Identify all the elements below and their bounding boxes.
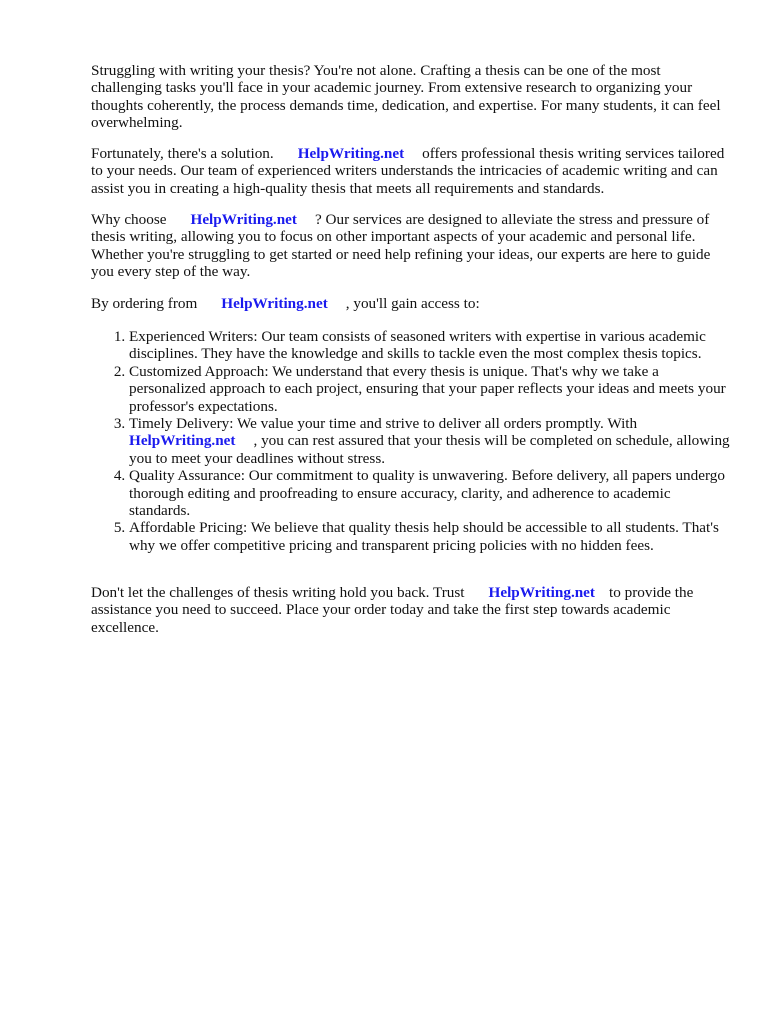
closing-paragraph [91,584,731,636]
closing-text-after: to provide the assistance you need to succeed. Place your order today and take the first step towards academic excellence. [91,584,694,636]
list-item [129,467,731,519]
why-choose-paragraph [91,211,731,281]
list-item [129,519,731,554]
intro-paragraph [91,62,731,132]
helpwriting-link[interactable]: HelpWriting.net [190,211,297,228]
helpwriting-link[interactable]: HelpWriting.net [297,145,405,162]
solution-text-after: offers professional thesis writing services tailored to your needs. Our team of experienced writers understands the intricacies of academic writing and can assist you in creating a high-quality thesis that meets all requirements and standards. [91,145,725,197]
list-item [129,328,731,363]
list-item-text: Experienced Writers: Our team consists of seasoned writers with expertise in various academic disciplines. They have the knowledge and skills to tackle even the most complex thesis topics. [129,328,706,363]
intro-text: Struggling with writing your thesis? You're not alone. Crafting a thesis can be one of the most challenging tasks you'll face in your academic journey. From extensive research to organizing your thoughts coherently, the process demands time, dedication, and expertise. For many students, it can feel overwhelming. [91,62,721,132]
helpwriting-link[interactable]: HelpWriting.net [488,584,595,601]
ordering-text-before: By ordering from [91,295,198,312]
closing-text-before: Don't let the challenges of thesis writing hold you back. Trust [91,584,465,601]
list-item-text: Affordable Pricing: We believe that quality thesis help should be accessible to all students. That's why we offer competitive pricing and transparent pricing policies with no hidden fees. [129,519,719,554]
list-item-text: Timely Delivery: We value your time and strive to deliver all orders promptly. With [129,415,638,433]
helpwriting-link[interactable]: HelpWriting.net [221,295,328,312]
ordering-text-after: , you'll gain access to: [345,295,480,312]
helpwriting-link[interactable]: HelpWriting.net [129,432,236,450]
list-item-text: Quality Assurance: Our commitment to quality is unwavering. Before delivery, all papers undergo thorough editing and proofreading to ensure accuracy, clarity, and adherence to academic standards. [129,467,725,520]
list-item-text: Customized Approach: We understand that every thesis is unique. That's why we take a personalized approach to each project, ensuring that your paper reflects your ideas and meets your professor's expectations. [129,362,726,415]
solution-paragraph [91,145,731,197]
why-choose-text-before: Why choose [91,211,167,228]
solution-text-before: Fortunately, there's a solution. [91,145,274,162]
list-item [129,415,731,467]
benefits-list [91,328,731,554]
ordering-paragraph [91,295,731,312]
list-item [129,363,731,415]
why-choose-text-after: ? Our services are designed to alleviate the stress and pressure of thesis writing, allowing you to focus on other important aspects of your academic and personal life. Whether you're struggling to get started or need help refining your ideas, our experts are here to guide you every step of the way. [91,211,711,281]
benefits-list-container [91,328,731,554]
list-item-text: , you can rest assured that your thesis will be completed on schedule, allowing you to meet your deadlines without stress. [129,432,730,467]
